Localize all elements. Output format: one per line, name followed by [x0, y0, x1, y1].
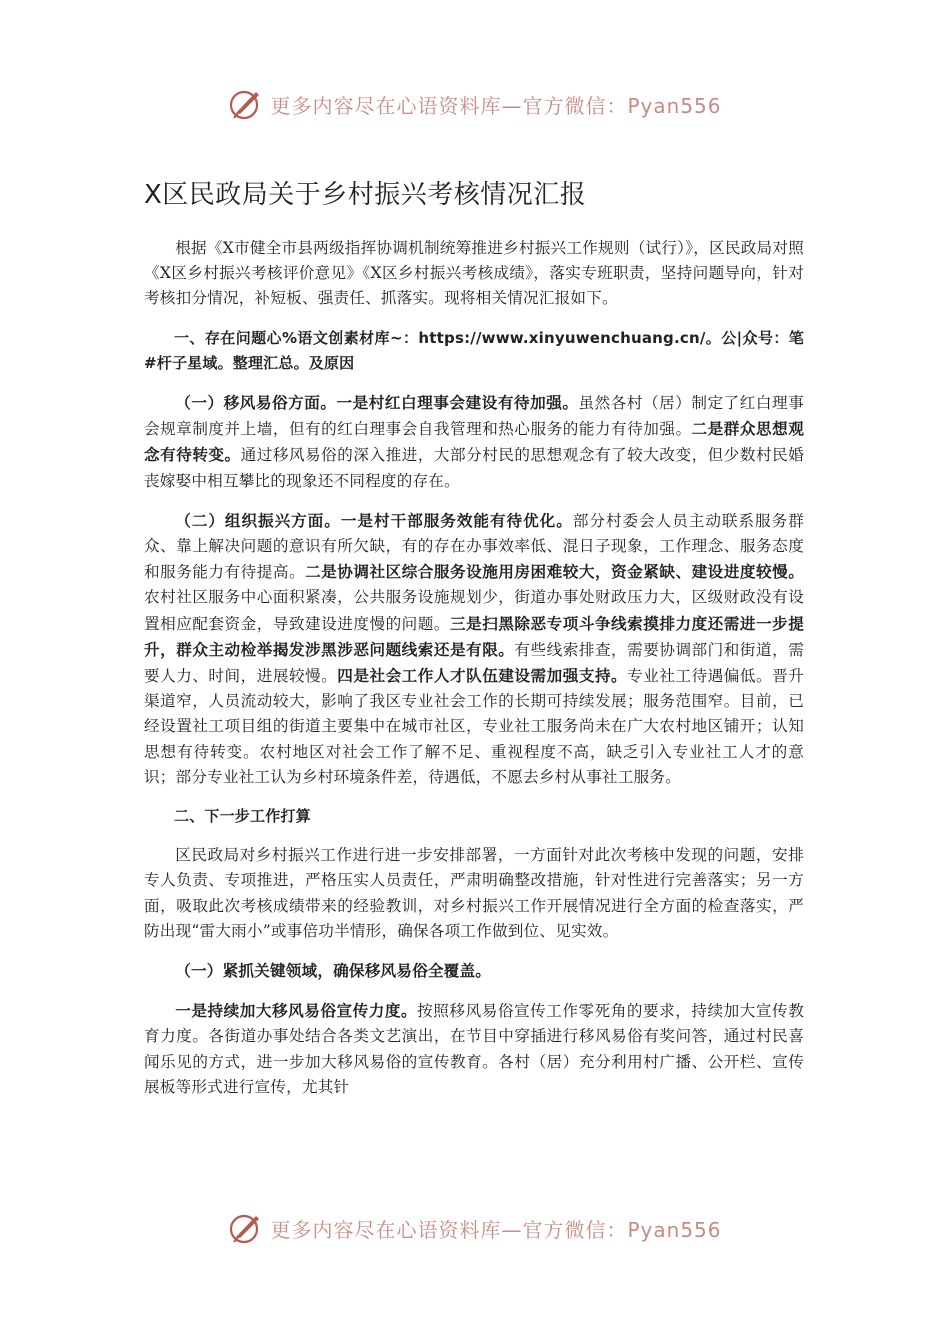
- paragraph-next-steps: 区民政局对乡村振兴工作进行进一步安排部署，一方面针对此次考核中发现的问题，安排专人负责、专项推进，严格压实人员责任，严肃明确整改措施，针对性进行完善落实；另一方面，吸取此次考核成绩带来的经验教训，对乡村振兴工作开展情况进行全方面的检查落实，严防出现“雷大雨小”或事倍功半情形，确保各项工作做到位、见实效。: [144, 846, 804, 940]
- section-1-heading: 一、存在问题心%语文创素材库~：https://www.xinyuwenchuang.cn/。公|众号：笔#杆子星域。整理汇总。及原因: [144, 328, 804, 372]
- document-body: [144, 178, 804, 1100]
- banner-text: 更多内容尽在心语资料库—官方微信：Pyan556: [270, 1217, 722, 1242]
- subsection-1-heading: （一）紧抓关键领域，确保移风易俗全覆盖。: [175, 961, 492, 981]
- banner-wechat-id: Pyan556: [627, 1217, 722, 1242]
- footer-watermark-banner: [0, 1206, 950, 1250]
- paragraph-organization: （二）组织振兴方面。一是村干部服务效能有待优化。部分村委会人员主动联系服务群众、靠上解决问题的意识有所欠缺，有的存在办事效率低、混日子现象，工作理念、服务态度和服务能力有待提高。二是协调社区综合服务设施用房困难较大，资金紧缺、建设进度较慢。农村社区服务中心面积紧凑，公共服务设施规划少，街道办事处财政压力大，区级财政没有设置相应配套资金，导致建设进度慢的问题。三是扫黑除恶专项斗争线索摸排力度还需进一步提升，群众主动检举揭发涉黑涉恶问题线索还是有限。有些线索排查，需要协调部门和街道，需要人力、时间，进展较慢。四是社会工作人才队伍建设需加强支持。专业社工待遇偏低。晋升渠道窄，人员流动较大，影响了我区专业社会工作的长期可持续发展；服务范围窄。目前，已经设置社工项目组的街道主要集中在城市社区，专业社工服务尚未在广大农村地区铺开；认知思想有待转变。农村地区对社会工作了解不足、重视程度不高，缺乏引入专业社工人才的意识；部分专业社工认为乡村环境条件差，待遇低，不愿去乡村从事社工服务。: [144, 510, 804, 786]
- paragraph-customs: （一）移风易俗方面。一是村红白理事会建设有待加强。虽然各村（居）制定了红白理事会规章制度并上墙，但有的红白理事会自我管理和热心服务的能力有待加强。二是群众思想观念有待转变。通过移风易俗的深入推进，大部分村民的思想观念有了较大改变，但少数村民婚丧嫁娶中相互攀比的现象还不同程度的存在。: [144, 393, 804, 490]
- paragraph-publicity: 一是持续加大移风易俗宣传力度。按照移风易俗宣传工作零死角的要求，持续加大宣传教育力度。各街道办事处结合各类文艺演出，在节目中穿插进行移风易俗有奖问答，通过村民喜闻乐见的方式，进一步加大移风易俗的宣传教育。各村（居）充分利用村广播、公开栏、宣传展板等形式进行宣传，尤其针: [144, 1001, 804, 1096]
- banner-text: 更多内容尽在心语资料库—官方微信：Pyan556: [270, 93, 722, 118]
- intro-paragraph: 根据《X市健全市县两级指挥协调机制统筹推进乡村振兴工作规则（试行）》，区民政局对照《X区乡村振兴考核评价意见》《X区乡村振兴考核成绩》，落实专班职责，坚持问题导向，针对考核扣分情况，补短板、强责任、抓落实。现将相关情况汇报如下。: [144, 239, 804, 308]
- banner-wechat-id: Pyan556: [627, 93, 722, 118]
- section-2-heading: 二、下一步工作打算: [174, 807, 311, 826]
- quill-logo-icon: [228, 86, 264, 122]
- header-watermark-banner: [0, 82, 950, 126]
- document-title: X区民政局关于乡村振兴考核情况汇报: [144, 180, 587, 210]
- quill-logo-icon: [228, 1210, 264, 1246]
